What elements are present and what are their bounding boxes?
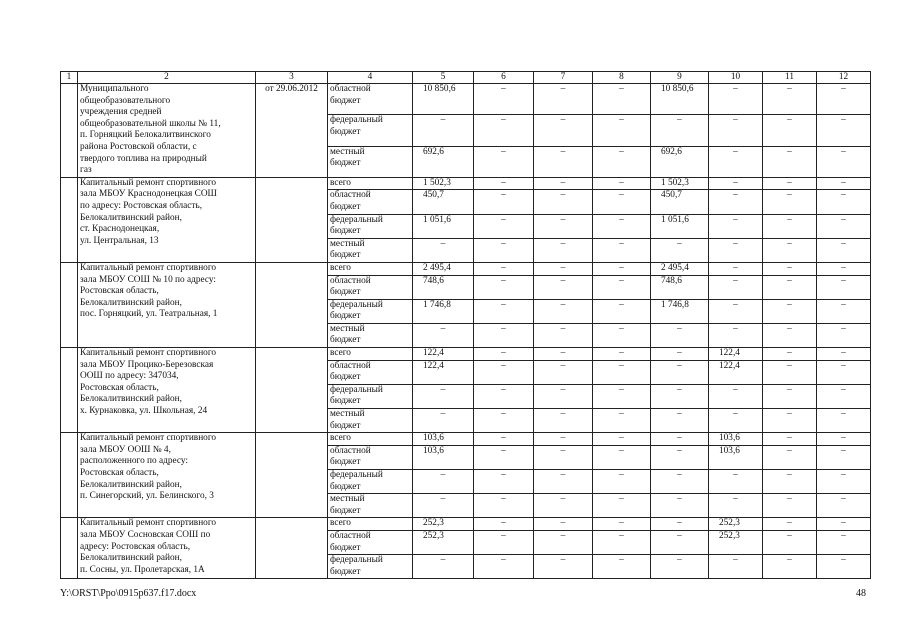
document-date-cell: [256, 433, 328, 518]
amount-cell: –: [534, 146, 593, 177]
amount-cell: –: [651, 494, 709, 518]
amount-cell: –: [474, 445, 534, 469]
object-name-cell: Капитальный ремонт спортивного зала МБОУ ООШ № 4, расположенного по адресу: Ростовская область, Белокалитвинский район, п. Синегорский, ул. Белинского, 3: [78, 433, 256, 518]
amount-cell: –: [709, 84, 763, 115]
amount-cell: –: [474, 555, 534, 579]
object-name-cell: Капитальный ремонт спортивного зала МБОУ Сосновская СОШ по адресу: Ростовская область, Белокалитвинский район, п. Сосны, ул. Пролетарская, 1А: [78, 518, 256, 579]
amount-cell: –: [474, 409, 534, 433]
amount-cell: –: [593, 146, 651, 177]
amount-cell: –: [474, 214, 534, 238]
amount-cell: –: [709, 555, 763, 579]
amount-cell: –: [534, 299, 593, 323]
amount-cell: 122,4: [413, 348, 474, 361]
amount-cell: –: [474, 494, 534, 518]
amount-cell: 252,3: [709, 518, 763, 531]
amount-cell: –: [709, 214, 763, 238]
amount-cell: –: [709, 238, 763, 262]
amount-cell: –: [817, 348, 871, 361]
table-row: [61, 518, 871, 531]
amount-cell: –: [534, 433, 593, 446]
amount-cell: –: [593, 445, 651, 469]
amount-cell: –: [534, 115, 593, 146]
amount-cell: –: [534, 84, 593, 115]
amount-cell: –: [763, 348, 817, 361]
column-number-header: 11: [763, 72, 817, 84]
amount-cell: –: [817, 518, 871, 531]
amount-cell: –: [709, 494, 763, 518]
amount-cell: –: [474, 190, 534, 214]
amount-cell: –: [709, 190, 763, 214]
amount-cell: 692,6: [413, 146, 474, 177]
amount-cell: –: [709, 470, 763, 494]
amount-cell: –: [593, 384, 651, 408]
amount-cell: 748,6: [651, 275, 709, 299]
amount-cell: –: [593, 275, 651, 299]
amount-cell: –: [534, 323, 593, 347]
amount-cell: –: [763, 238, 817, 262]
amount-cell: –: [474, 530, 534, 554]
document-date-cell: от 29.06.2012: [256, 84, 328, 178]
amount-cell: –: [651, 445, 709, 469]
amount-cell: –: [709, 323, 763, 347]
amount-cell: –: [474, 146, 534, 177]
amount-cell: –: [763, 360, 817, 384]
amount-cell: –: [651, 348, 709, 361]
column-number-header: 9: [651, 72, 709, 84]
amount-cell: 103,6: [413, 445, 474, 469]
amount-cell: –: [534, 238, 593, 262]
document-date-cell: [256, 518, 328, 579]
amount-cell: –: [413, 238, 474, 262]
amount-cell: –: [474, 518, 534, 531]
amount-cell: –: [651, 409, 709, 433]
amount-cell: 748,6: [413, 275, 474, 299]
page-number: 48: [856, 588, 866, 599]
funding-source-cell: областной бюджет: [328, 445, 413, 469]
row-number-cell: [61, 262, 78, 347]
document-date-cell: [256, 262, 328, 347]
amount-cell: –: [763, 115, 817, 146]
amount-cell: –: [817, 190, 871, 214]
column-number-header: 6: [474, 72, 534, 84]
column-number-header: 10: [709, 72, 763, 84]
funding-source-cell: всего: [328, 348, 413, 361]
funding-source-cell: всего: [328, 518, 413, 531]
funding-source-cell: областной бюджет: [328, 84, 413, 115]
amount-cell: –: [763, 518, 817, 531]
amount-cell: –: [534, 445, 593, 469]
amount-cell: –: [593, 177, 651, 190]
amount-cell: –: [651, 384, 709, 408]
amount-cell: –: [593, 323, 651, 347]
amount-cell: –: [474, 115, 534, 146]
amount-cell: –: [651, 360, 709, 384]
object-name-cell: Капитальный ремонт спортивного зала МБОУ Краснодонецкая СОШ по адресу: Ростовская область, Белокалитвинский район, ст. Краснодонецкая, ул. Центральная, 13: [78, 177, 256, 262]
amount-cell: –: [593, 433, 651, 446]
amount-cell: –: [817, 433, 871, 446]
table-row: [61, 433, 871, 446]
amount-cell: –: [709, 262, 763, 275]
amount-cell: –: [817, 409, 871, 433]
amount-cell: –: [817, 177, 871, 190]
amount-cell: –: [709, 299, 763, 323]
amount-cell: –: [534, 360, 593, 384]
amount-cell: –: [763, 146, 817, 177]
amount-cell: –: [709, 275, 763, 299]
funding-source-cell: федеральный бюджет: [328, 384, 413, 408]
amount-cell: –: [651, 238, 709, 262]
amount-cell: –: [763, 177, 817, 190]
amount-cell: –: [593, 190, 651, 214]
amount-cell: –: [763, 433, 817, 446]
column-number-header: 1: [61, 72, 78, 84]
amount-cell: –: [763, 409, 817, 433]
amount-cell: –: [534, 262, 593, 275]
amount-cell: –: [593, 494, 651, 518]
row-number-cell: [61, 177, 78, 262]
amount-cell: –: [593, 360, 651, 384]
amount-cell: –: [413, 555, 474, 579]
row-number-cell: [61, 433, 78, 518]
amount-cell: –: [817, 275, 871, 299]
amount-cell: 122,4: [709, 360, 763, 384]
column-number-header: 4: [328, 72, 413, 84]
amount-cell: –: [763, 262, 817, 275]
amount-cell: –: [709, 177, 763, 190]
amount-cell: 10 850,6: [413, 84, 474, 115]
amount-cell: –: [474, 299, 534, 323]
amount-cell: –: [534, 555, 593, 579]
amount-cell: –: [763, 299, 817, 323]
amount-cell: –: [651, 470, 709, 494]
amount-cell: –: [474, 360, 534, 384]
amount-cell: –: [763, 84, 817, 115]
amount-cell: –: [763, 470, 817, 494]
amount-cell: –: [817, 360, 871, 384]
amount-cell: –: [763, 555, 817, 579]
amount-cell: –: [534, 518, 593, 531]
funding-source-cell: местный бюджет: [328, 409, 413, 433]
table-row: [61, 177, 871, 190]
amount-cell: 103,6: [709, 445, 763, 469]
amount-cell: –: [817, 262, 871, 275]
amount-cell: 1 502,3: [413, 177, 474, 190]
table-row: [61, 348, 871, 361]
amount-cell: –: [474, 275, 534, 299]
funding-source-cell: всего: [328, 262, 413, 275]
amount-cell: 1 502,3: [651, 177, 709, 190]
table-row: [61, 84, 871, 115]
amount-cell: –: [709, 384, 763, 408]
column-number-header: 3: [256, 72, 328, 84]
funding-source-cell: федеральный бюджет: [328, 299, 413, 323]
amount-cell: –: [413, 409, 474, 433]
object-name-cell: Капитальный ремонт спортивного зала МБОУ СОШ № 10 по адресу: Ростовская область, Белокалитвинский район, пос. Горняцкий, ул. Театральная, 1: [78, 262, 256, 347]
amount-cell: –: [413, 494, 474, 518]
amount-cell: –: [413, 384, 474, 408]
amount-cell: –: [474, 433, 534, 446]
amount-cell: –: [474, 384, 534, 408]
amount-cell: –: [593, 409, 651, 433]
amount-cell: 252,3: [413, 518, 474, 531]
amount-cell: 692,6: [651, 146, 709, 177]
amount-cell: –: [817, 146, 871, 177]
funding-source-cell: областной бюджет: [328, 360, 413, 384]
amount-cell: –: [651, 115, 709, 146]
amount-cell: –: [651, 530, 709, 554]
amount-cell: 2 495,4: [651, 262, 709, 275]
amount-cell: 1 051,6: [651, 214, 709, 238]
header-row: [61, 72, 871, 84]
amount-cell: –: [709, 409, 763, 433]
amount-cell: –: [413, 470, 474, 494]
amount-cell: –: [817, 470, 871, 494]
amount-cell: –: [817, 384, 871, 408]
document-date-cell: [256, 177, 328, 262]
amount-cell: –: [763, 190, 817, 214]
amount-cell: 103,6: [413, 433, 474, 446]
amount-cell: 122,4: [709, 348, 763, 361]
amount-cell: 450,7: [651, 190, 709, 214]
amount-cell: –: [474, 323, 534, 347]
amount-cell: –: [651, 555, 709, 579]
amount-cell: –: [817, 238, 871, 262]
amount-cell: –: [817, 323, 871, 347]
funding-source-cell: областной бюджет: [328, 190, 413, 214]
amount-cell: –: [534, 177, 593, 190]
funding-source-cell: местный бюджет: [328, 238, 413, 262]
funding-source-cell: федеральный бюджет: [328, 470, 413, 494]
amount-cell: –: [534, 275, 593, 299]
amount-cell: –: [817, 214, 871, 238]
funding-source-cell: федеральный бюджет: [328, 555, 413, 579]
funding-source-cell: всего: [328, 177, 413, 190]
amount-cell: –: [593, 262, 651, 275]
amount-cell: –: [817, 445, 871, 469]
amount-cell: 252,3: [709, 530, 763, 554]
table-row: [61, 262, 871, 275]
object-name-cell: Капитальный ремонт спортивного зала МБОУ Процико-Березовская ООШ по адресу: 347034, Ростовская область, Белокалитвинский район, х. Курнаковка, ул. Школьная, 24: [78, 348, 256, 433]
amount-cell: –: [817, 84, 871, 115]
funding-source-cell: всего: [328, 433, 413, 446]
amount-cell: –: [817, 299, 871, 323]
amount-cell: 1 746,8: [413, 299, 474, 323]
amount-cell: –: [651, 518, 709, 531]
funding-source-cell: местный бюджет: [328, 323, 413, 347]
amount-cell: –: [817, 494, 871, 518]
amount-cell: –: [474, 238, 534, 262]
column-number-header: 5: [413, 72, 474, 84]
amount-cell: –: [474, 177, 534, 190]
amount-cell: –: [474, 348, 534, 361]
amount-cell: –: [534, 384, 593, 408]
amount-cell: –: [763, 384, 817, 408]
amount-cell: –: [593, 530, 651, 554]
amount-cell: –: [413, 115, 474, 146]
amount-cell: 252,3: [413, 530, 474, 554]
amount-cell: –: [593, 555, 651, 579]
amount-cell: –: [593, 470, 651, 494]
amount-cell: 1 051,6: [413, 214, 474, 238]
amount-cell: –: [534, 530, 593, 554]
amount-cell: –: [534, 409, 593, 433]
amount-cell: –: [763, 445, 817, 469]
amount-cell: –: [593, 115, 651, 146]
column-number-header: 2: [78, 72, 256, 84]
amount-cell: –: [763, 275, 817, 299]
amount-cell: –: [474, 84, 534, 115]
amount-cell: –: [763, 494, 817, 518]
amount-cell: –: [474, 262, 534, 275]
amount-cell: –: [763, 214, 817, 238]
amount-cell: –: [593, 348, 651, 361]
amount-cell: 2 495,4: [413, 262, 474, 275]
funding-table: [60, 71, 871, 579]
footer-file-path: Y:\ORST\Ppo\0915p637.f17.docx: [60, 588, 197, 599]
amount-cell: –: [593, 84, 651, 115]
funding-source-cell: местный бюджет: [328, 146, 413, 177]
amount-cell: 1 746,8: [651, 299, 709, 323]
amount-cell: –: [593, 299, 651, 323]
funding-source-cell: областной бюджет: [328, 530, 413, 554]
amount-cell: –: [817, 115, 871, 146]
amount-cell: –: [817, 555, 871, 579]
amount-cell: –: [474, 470, 534, 494]
object-name-cell: Муниципального общеобразовательного учреждения средней общеобразовательной школы № 11, п. Горняцкий Белокалитвинского района Ростовской области, с твердого топлива на природный газ: [78, 84, 256, 178]
amount-cell: 450,7: [413, 190, 474, 214]
amount-cell: –: [709, 115, 763, 146]
amount-cell: –: [817, 530, 871, 554]
amount-cell: –: [651, 323, 709, 347]
document-date-cell: [256, 348, 328, 433]
amount-cell: –: [593, 238, 651, 262]
funding-source-cell: федеральный бюджет: [328, 115, 413, 146]
row-number-cell: [61, 518, 78, 579]
amount-cell: –: [534, 190, 593, 214]
funding-source-cell: федеральный бюджет: [328, 214, 413, 238]
amount-cell: –: [651, 433, 709, 446]
amount-cell: –: [534, 348, 593, 361]
amount-cell: 122,4: [413, 360, 474, 384]
amount-cell: 10 850,6: [651, 84, 709, 115]
amount-cell: –: [534, 470, 593, 494]
column-number-header: 12: [817, 72, 871, 84]
amount-cell: 103,6: [709, 433, 763, 446]
column-number-header: 7: [534, 72, 593, 84]
amount-cell: –: [763, 530, 817, 554]
amount-cell: –: [763, 323, 817, 347]
amount-cell: –: [593, 518, 651, 531]
amount-cell: –: [709, 146, 763, 177]
amount-cell: –: [534, 494, 593, 518]
column-number-header: 8: [593, 72, 651, 84]
amount-cell: –: [413, 323, 474, 347]
row-number-cell: [61, 348, 78, 433]
funding-source-cell: областной бюджет: [328, 275, 413, 299]
amount-cell: –: [534, 214, 593, 238]
amount-cell: –: [593, 214, 651, 238]
row-number-cell: [61, 84, 78, 178]
funding-source-cell: местный бюджет: [328, 494, 413, 518]
